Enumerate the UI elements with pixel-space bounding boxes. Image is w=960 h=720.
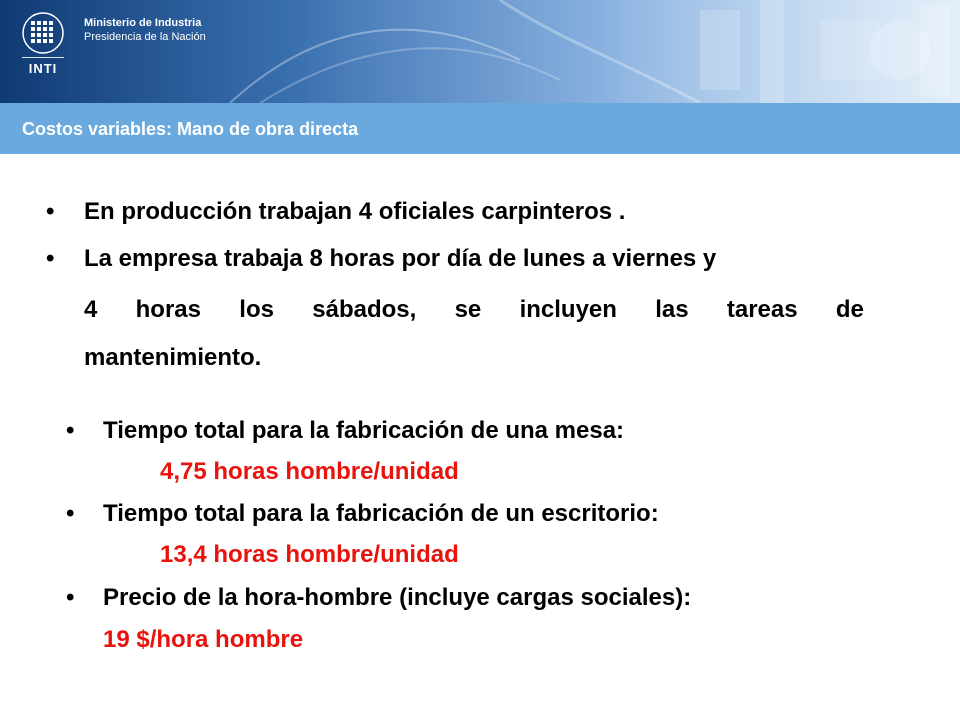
mesa-time-value: 4,75 horas hombre/unidad — [160, 458, 459, 485]
slide-title: Costos variables: Mano de obra directa — [22, 119, 359, 139]
word: de — [835, 296, 864, 323]
bullet-marker: • — [66, 417, 75, 444]
bullet-text-line2 — [84, 296, 864, 324]
word: 4 — [84, 296, 98, 323]
bullet-marker: • — [46, 198, 55, 225]
bullet-text: En producción trabajan 4 oficiales carpinteros . — [84, 198, 626, 225]
word: sábados, — [312, 296, 417, 323]
logo-text: INTI — [22, 57, 64, 76]
bullet-marker: • — [66, 584, 75, 611]
escritorio-time-value: 13,4 horas hombre/unidad — [160, 541, 459, 568]
ministry-name: Ministerio de Industria — [84, 17, 202, 29]
word: horas — [135, 296, 201, 323]
bullet-marker: • — [46, 245, 55, 272]
mesa-time-label: Tiempo total para la fabricación de una mesa: — [103, 417, 625, 444]
escritorio-time-label: Tiempo total para la fabricación de un escritorio: — [103, 500, 659, 527]
word: las — [655, 296, 689, 323]
hour-price-value: 19 $/hora hombre — [103, 626, 304, 653]
word: tareas — [726, 296, 798, 323]
bullet-text-line1: La empresa trabaja 8 horas por día de lunes a viernes y — [84, 245, 717, 272]
bullet-text-line3: mantenimiento. — [84, 344, 262, 371]
word: incluyen — [519, 296, 617, 323]
bullet-marker: • — [66, 500, 75, 527]
word: los — [239, 296, 274, 323]
presidency-name: Presidencia de la Nación — [84, 31, 206, 43]
hour-price-label: Precio de la hora-hombre (incluye cargas sociales): — [103, 584, 692, 611]
word: se — [454, 296, 482, 323]
